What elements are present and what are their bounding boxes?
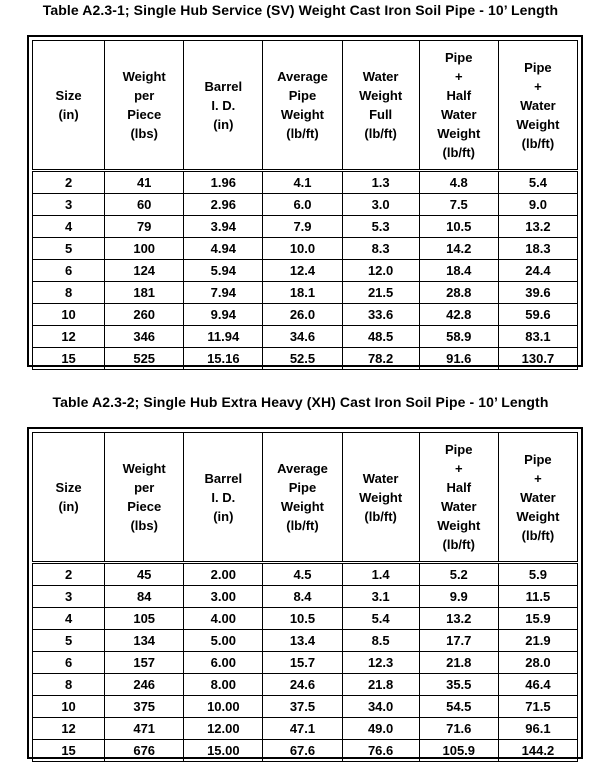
table-cell: 26.0 [263,304,342,326]
table-cell: 3.94 [184,216,263,238]
table-cell: 181 [105,282,184,304]
table-cell: 49.0 [342,718,419,740]
column-header: Barrel I. D. (in) [184,41,263,171]
column-header: Barrel I. D. (in) [184,433,263,563]
table-cell: 8 [33,282,105,304]
table-cell: 5.00 [184,630,263,652]
table-cell: 3.00 [184,586,263,608]
table-cell: 15.00 [184,740,263,762]
table-row [33,608,578,630]
table-cell: 15 [33,348,105,370]
table-cell: 2.96 [184,194,263,216]
table-cell: 124 [105,260,184,282]
table-row [33,740,578,762]
table-cell: 9.0 [498,194,577,216]
table-cell: 130.7 [498,348,577,370]
column-header: Pipe + Water Weight (lb/ft) [498,433,577,563]
table-cell: 15.7 [263,652,342,674]
table-cell: 13.4 [263,630,342,652]
table-cell: 471 [105,718,184,740]
column-header: Size (in) [33,41,105,171]
table-cell: 79 [105,216,184,238]
table-cell: 3.1 [342,586,419,608]
table-xh [32,432,578,762]
table-cell: 12.3 [342,652,419,674]
table-row [33,194,578,216]
table-cell: 13.2 [498,216,577,238]
table-row [33,238,578,260]
table-cell: 4.1 [263,171,342,194]
table-cell: 71.6 [419,718,498,740]
column-header: Pipe + Half Water Weight (lb/ft) [419,433,498,563]
table-cell: 4.5 [263,563,342,586]
table-cell: 10 [33,304,105,326]
table-cell: 1.4 [342,563,419,586]
table-cell: 525 [105,348,184,370]
table-cell: 4.8 [419,171,498,194]
table-cell: 21.9 [498,630,577,652]
column-header: Average Pipe Weight (lb/ft) [263,41,342,171]
table-cell: 11.94 [184,326,263,348]
table-cell: 24.6 [263,674,342,696]
column-header: Size (in) [33,433,105,563]
table-cell: 76.6 [342,740,419,762]
table-cell: 12 [33,718,105,740]
table-cell: 84 [105,586,184,608]
table-xh-frame [27,427,583,759]
table-cell: 59.6 [498,304,577,326]
table-cell: 4 [33,216,105,238]
table-cell: 48.5 [342,326,419,348]
column-header: Pipe + Water Weight (lb/ft) [498,41,577,171]
table-cell: 41 [105,171,184,194]
table-cell: 54.5 [419,696,498,718]
table-cell: 7.94 [184,282,263,304]
table-cell: 2 [33,171,105,194]
table-cell: 6.0 [263,194,342,216]
table-cell: 10.5 [263,608,342,630]
table-cell: 2 [33,563,105,586]
table-cell: 17.7 [419,630,498,652]
table-cell: 5.94 [184,260,263,282]
table-cell: 7.9 [263,216,342,238]
table-cell: 4.94 [184,238,263,260]
table-header-row [33,433,578,563]
table-cell: 157 [105,652,184,674]
table-cell: 21.8 [419,652,498,674]
table-cell: 1.96 [184,171,263,194]
table-cell: 676 [105,740,184,762]
table-cell: 10 [33,696,105,718]
table-row [33,586,578,608]
table-cell: 8.00 [184,674,263,696]
table-cell: 14.2 [419,238,498,260]
table-cell: 1.3 [342,171,419,194]
table-cell: 5 [33,630,105,652]
table-cell: 34.6 [263,326,342,348]
table-header-row [33,41,578,171]
table-sv-frame [27,35,583,367]
table-cell: 28.0 [498,652,577,674]
table-row [33,171,578,194]
table-cell: 21.5 [342,282,419,304]
table-cell: 8 [33,674,105,696]
table-row [33,718,578,740]
table-row [33,674,578,696]
table-cell: 12.4 [263,260,342,282]
table-cell: 346 [105,326,184,348]
table-cell: 5.2 [419,563,498,586]
table-row [33,652,578,674]
table-cell: 10.0 [263,238,342,260]
table-cell: 7.5 [419,194,498,216]
table-cell: 5.3 [342,216,419,238]
table-cell: 60 [105,194,184,216]
table-caption-sv: Table A2.3-1; Single Hub Service (SV) Weight Cast Iron Soil Pipe - 10’ Length [42,2,559,18]
table-cell: 37.5 [263,696,342,718]
table-cell: 105.9 [419,740,498,762]
table-cell: 375 [105,696,184,718]
column-header: Water Weight (lb/ft) [342,433,419,563]
table-cell: 58.9 [419,326,498,348]
table-cell: 5 [33,238,105,260]
table-row [33,304,578,326]
table-cell: 15.16 [184,348,263,370]
table-cell: 10.00 [184,696,263,718]
table-cell: 42.8 [419,304,498,326]
table-cell: 3 [33,586,105,608]
table-cell: 12.00 [184,718,263,740]
table-row [33,260,578,282]
table-cell: 3.0 [342,194,419,216]
table-cell: 71.5 [498,696,577,718]
table-cell: 4 [33,608,105,630]
table-cell: 33.6 [342,304,419,326]
column-header: Water Weight Full (lb/ft) [342,41,419,171]
table-cell: 6 [33,260,105,282]
table-cell: 260 [105,304,184,326]
table-cell: 4.00 [184,608,263,630]
table-cell: 8.4 [263,586,342,608]
table-cell: 246 [105,674,184,696]
table-cell: 105 [105,608,184,630]
table-cell: 91.6 [419,348,498,370]
table-cell: 18.4 [419,260,498,282]
table-cell: 47.1 [263,718,342,740]
column-header: Weight per Piece (lbs) [105,433,184,563]
table-cell: 10.5 [419,216,498,238]
column-header: Pipe + Half Water Weight (lb/ft) [419,41,498,171]
table-cell: 13.2 [419,608,498,630]
table-cell: 34.0 [342,696,419,718]
table-cell: 15 [33,740,105,762]
table-cell: 8.3 [342,238,419,260]
table-cell: 9.9 [419,586,498,608]
table-cell: 6 [33,652,105,674]
table-row [33,282,578,304]
table-row [33,216,578,238]
table-cell: 46.4 [498,674,577,696]
table-row [33,696,578,718]
table-cell: 12.0 [342,260,419,282]
table-cell: 8.5 [342,630,419,652]
table-cell: 5.9 [498,563,577,586]
table-row [33,348,578,370]
column-header: Weight per Piece (lbs) [105,41,184,171]
table-cell: 6.00 [184,652,263,674]
table-cell: 96.1 [498,718,577,740]
table-cell: 9.94 [184,304,263,326]
table-cell: 15.9 [498,608,577,630]
table-cell: 21.8 [342,674,419,696]
table-caption-xh: Table A2.3-2; Single Hub Extra Heavy (XH) Cast Iron Soil Pipe - 10’ Length [52,394,549,410]
table-cell: 78.2 [342,348,419,370]
table-cell: 5.4 [342,608,419,630]
column-header: Average Pipe Weight (lb/ft) [263,433,342,563]
table-cell: 144.2 [498,740,577,762]
table-cell: 12 [33,326,105,348]
table-cell: 11.5 [498,586,577,608]
table-cell: 134 [105,630,184,652]
table-cell: 3 [33,194,105,216]
table-cell: 5.4 [498,171,577,194]
table-cell: 67.6 [263,740,342,762]
table-row [33,630,578,652]
table-cell: 83.1 [498,326,577,348]
table-row [33,563,578,586]
table-cell: 18.3 [498,238,577,260]
table-sv [32,40,578,370]
table-cell: 35.5 [419,674,498,696]
table-cell: 2.00 [184,563,263,586]
table-row [33,326,578,348]
table-cell: 39.6 [498,282,577,304]
table-cell: 52.5 [263,348,342,370]
table-cell: 24.4 [498,260,577,282]
table-cell: 28.8 [419,282,498,304]
table-cell: 45 [105,563,184,586]
table-cell: 100 [105,238,184,260]
table-cell: 18.1 [263,282,342,304]
